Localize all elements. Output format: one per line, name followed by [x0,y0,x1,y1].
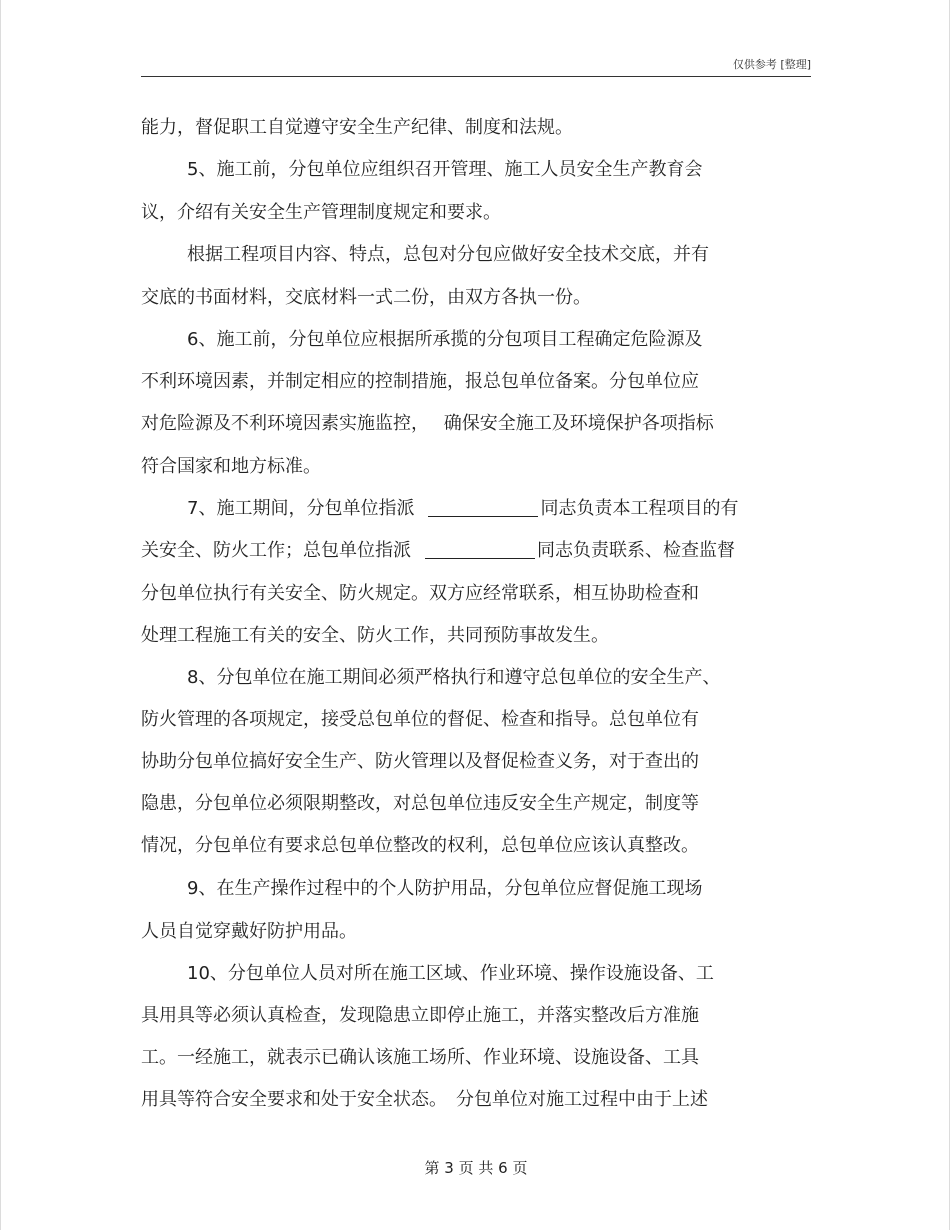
text-line: 协助分包单位搞好安全生产、防火管理以及督促检查义务，对于查出的 [141,751,699,772]
text-line: 9、在生产操作过程中的个人防护用品，分包单位应督促施工现场 [187,878,703,899]
text-line: 6、施工前，分包单位应根据所承揽的分包项目工程确定危险源及 [187,329,703,350]
text-line: 对危险源及不利环境因素实施监控， 确保安全施工及环境保护各项指标 [141,413,714,434]
header-label: 仅供参考 [整理] [732,58,811,71]
text-line: 防火管理的各项规定，接受总包单位的督促、检查和指导。总包单位有 [141,709,699,730]
page-header [141,54,811,77]
text-line [187,497,738,521]
text-line: 能力，督促职工自觉遵守安全生产纪律、制度和法规。 [141,117,573,138]
text-line: 根据工程项目内容、特点，总包对分包应做好安全技术交底，并有 [187,244,709,265]
text-line: 10、分包单位人员对所在施工区域、作业环境、操作设施设备、工 [187,963,714,984]
text-line: 具用具等必须认真检查，发现隐患立即停止施工，并落实整改后方准施 [141,1005,699,1026]
text-line: 工。一经施工，就表示已确认该施工场所、作业环境、设施设备、工具 [141,1047,699,1068]
text-segment: 关安全、防火工作；总包单位指派 [141,540,411,561]
page-footer: 第 3 页 共 6 页 [424,1159,528,1177]
text-line: 交底的书面材料，交底材料一式二份，由双方各执一份。 [141,287,591,308]
text-line: 8、分包单位在施工期间必须严格执行和遵守总包单位的安全生产、 [187,667,721,688]
fill-in-blank [428,498,538,517]
text-line: 隐患，分包单位必须限期整改，对总包单位违反安全生产规定，制度等 [141,793,699,814]
text-line: 处理工程施工有关的安全、防火工作，共同预防事故发生。 [141,625,609,646]
text-line: 不利环境因素，并制定相应的控制措施，报总包单位备案。分包单位应 [141,371,699,392]
text-line: 符合国家和地方标准。 [141,456,321,477]
text-line: 人员自觉穿戴好防护用品。 [141,921,357,942]
text-line: 用具等符合安全要求和处于安全状态。 分包单位对施工过程中由于上述 [141,1089,708,1110]
text-segment: 7、施工期间，分包单位指派 [187,498,415,519]
text-line: 议，介绍有关安全生产管理制度规定和要求。 [141,202,501,223]
text-line [141,539,735,563]
text-line: 5、施工前，分包单位应组织召开管理、施工人员安全生产教育会 [187,159,703,180]
text-segment: 同志负责本工程项目的有 [540,498,739,519]
text-line: 分包单位执行有关安全、防火规定。双方应经常联系，相互协助检查和 [141,583,699,604]
text-segment: 同志负责联系、检查监督 [537,540,735,561]
fill-in-blank [425,540,535,559]
text-line: 情况，分包单位有要求总包单位整改的权利，总包单位应该认真整改。 [141,835,699,856]
